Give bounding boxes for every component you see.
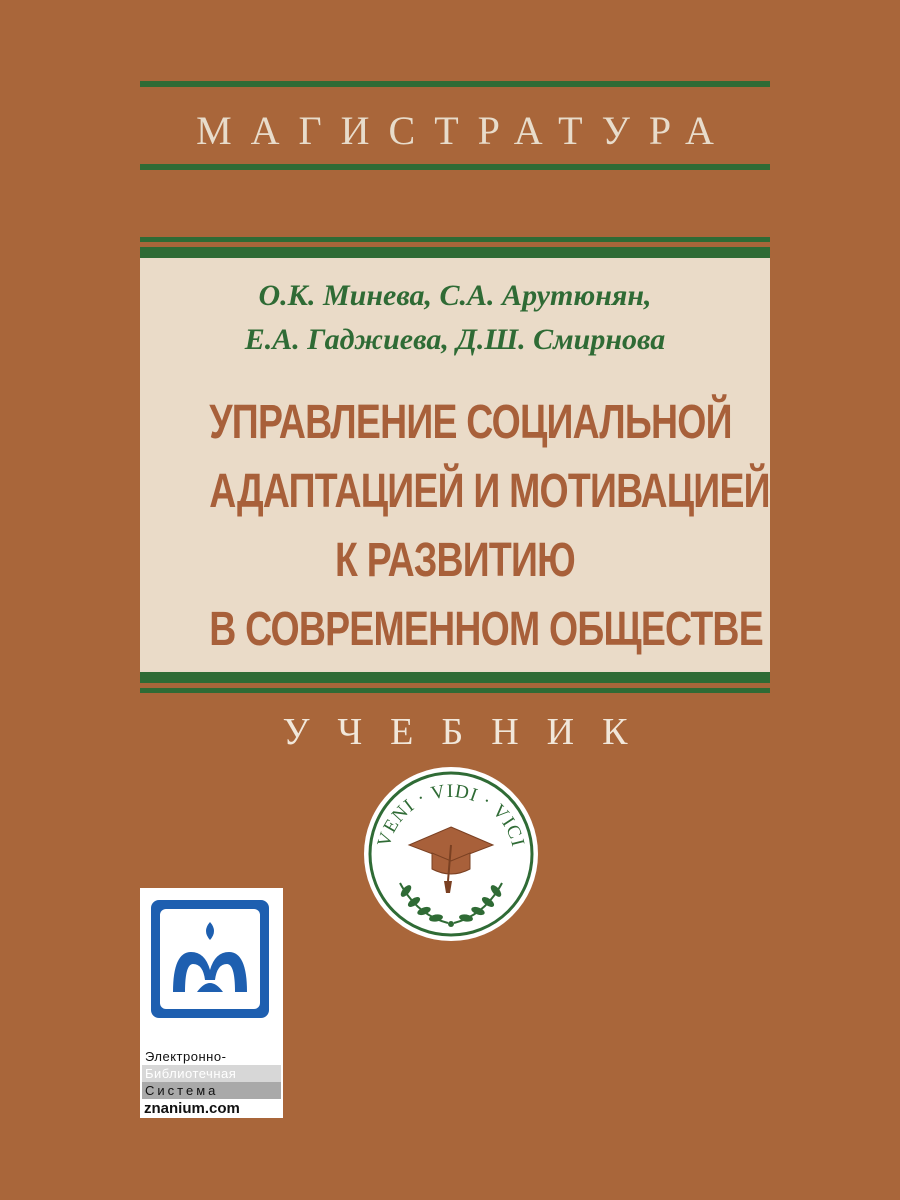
authors-line-2: Е.А. Гаджиева, Д.Ш. Смирнова xyxy=(244,323,666,356)
znanium-logo-icon xyxy=(151,900,269,1018)
emblem-motto: VENI · VIDI · VICI xyxy=(373,780,529,850)
panel-rule-top-thick xyxy=(140,247,770,258)
znanium-url: znanium.com xyxy=(144,1100,240,1117)
znanium-line-3: Система xyxy=(142,1082,281,1099)
panel-rule-top-thin xyxy=(140,237,770,242)
znanium-line-2: Библиотечная xyxy=(142,1065,281,1082)
znanium-line-1: Электронно- xyxy=(142,1048,281,1065)
book-type-label: УЧЕБНИК xyxy=(282,711,656,753)
veni-vidi-vici-emblem xyxy=(362,765,540,943)
title-line-1: УПРАВЛЕНИЕ СОЦИАЛЬНОЙ xyxy=(209,396,732,449)
title-line-4: В СОВРЕМЕННОМ ОБЩЕСТВЕ xyxy=(209,603,763,656)
top-rule-2 xyxy=(140,164,770,170)
panel-rule-bottom-thick xyxy=(140,672,770,683)
title-panel xyxy=(140,258,770,672)
title-line-3: К РАЗВИТИЮ xyxy=(335,534,575,587)
authors-line-1: О.К. Минева, С.А. Арутюнян, xyxy=(258,279,652,312)
panel-rule-bottom-thin xyxy=(140,688,770,693)
series-label: МАГИСТРАТУРА xyxy=(196,108,733,153)
top-rule-1 xyxy=(140,81,770,87)
book-title xyxy=(140,388,770,664)
title-line-2: АДАПТАЦИЕЙ И МОТИВАЦИЕЙ xyxy=(209,465,770,518)
znanium-logo-block xyxy=(140,888,283,1118)
